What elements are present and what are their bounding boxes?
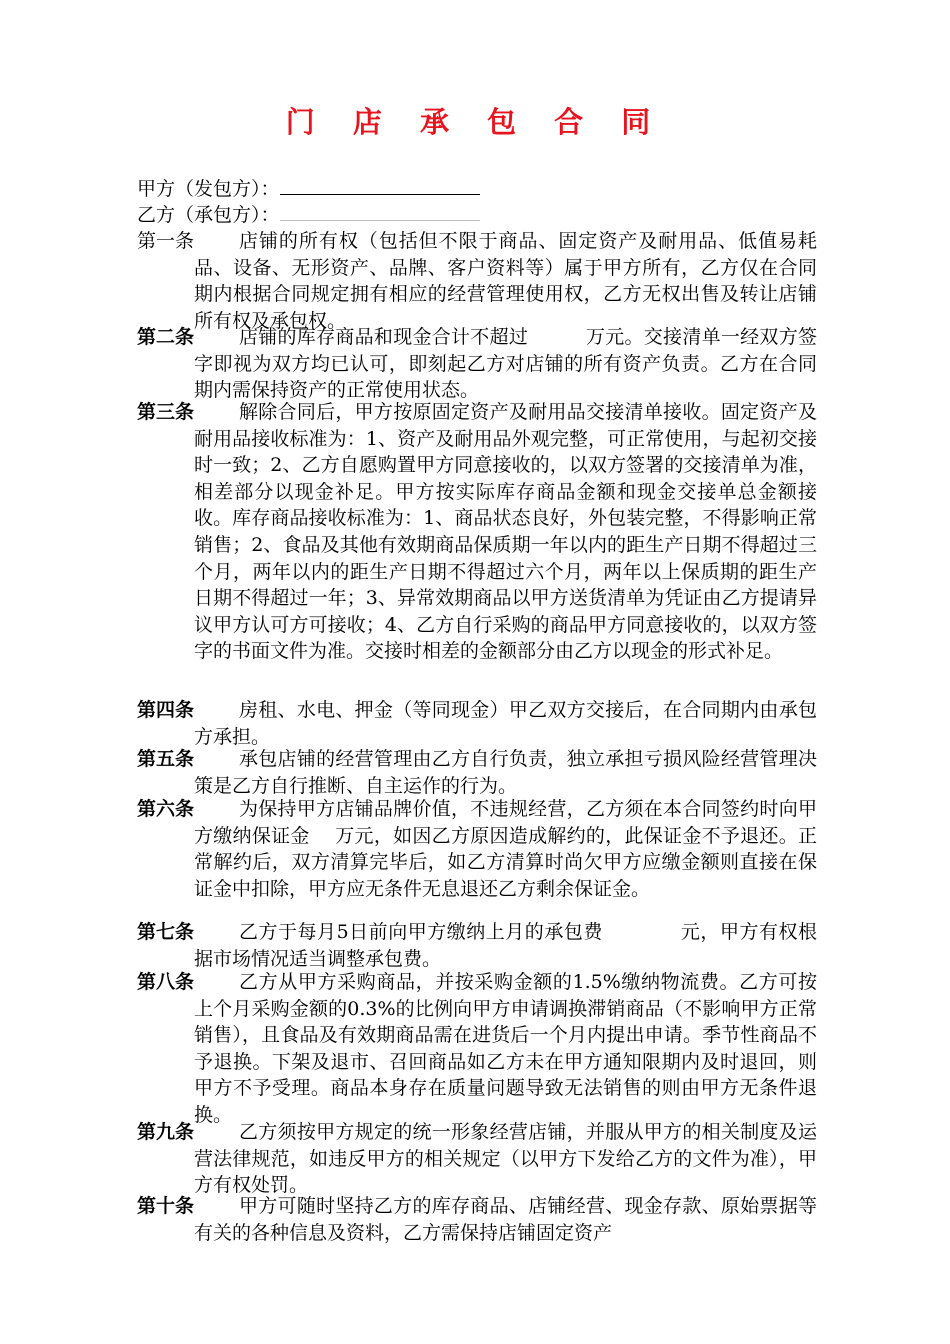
- article-text: 乙方于每月5日前向甲方缴纳上月的承包费 元，甲方有权根据市场情况适当调整承包费。: [194, 921, 817, 970]
- party-b-row: [137, 202, 480, 228]
- article-text: 店铺的库存商品和现金合计不超过 万元。交接清单一经双方签字即视为双方均已认可，即刻起乙方对店铺的所有资产负责。乙方在合同期内需保持资产的正常使用状态。: [194, 326, 817, 402]
- article-text: 承包店铺的经营管理由乙方自行负责，独立承担亏损风险经营管理决策是乙方自行推断、自主运作的行为。: [194, 748, 817, 797]
- article-label: 第二条: [137, 326, 195, 348]
- article-label: 第三条: [137, 401, 195, 423]
- article-label: 第十条: [137, 1195, 195, 1217]
- article-label: 第九条: [137, 1121, 195, 1143]
- article-text: 乙方从甲方采购商品，并按采购金额的1.5%缴纳物流费。乙方可按上个月采购金额的0.3%的比例向甲方申请调换滞销商品（不影响甲方正常销售），且食品及有效期商品需在进货后一个月内提出申请。季节性商品不予退换。下架及退市、召回商品如乙方未在甲方通知限期内及时退回，则甲方不予受理。商品本身存在质量问题导致无法销售的则由甲方无条件退换。: [194, 971, 817, 1126]
- article-10: [137, 1193, 817, 1246]
- article-7: [137, 919, 817, 972]
- article-label: 第五条: [137, 748, 195, 770]
- article-label: 第一条: [137, 230, 195, 252]
- article-text: 甲方可随时坚持乙方的库存商品、店铺经营、现金存款、原始票据等有关的各种信息及资料，乙方需保持店铺固定资产: [194, 1195, 817, 1244]
- article-6: [137, 796, 817, 902]
- article-label: 第七条: [137, 921, 195, 943]
- article-1: [137, 228, 817, 334]
- article-text: 解除合同后，甲方按原固定资产及耐用品交接清单接收。固定资产及耐用品接收标准为：1、资产及耐用品外观完整，可正常使用，与起初交接时一致；2、乙方自愿购置甲方同意接收的，以双方签署的交接清单为准，相差部分以现金补足。甲方按实际库存商品金额和现金交接单总金额接收。库存商品接收标准为：1、商品状态良好，外包装完整，不得影响正常销售；2、食品及其他有效期商品保质期一年以内的距生产日期不得超过三个月，两年以内的距生产日期不得超过六个月，两年以上保质期的距生产日期不得超过一年；3、异常效期商品以甲方送货清单为凭证由乙方提请异议甲方认可方可接收；4、乙方自行采购的商品甲方同意接收的，以双方签字的书面文件为准。交接时相差的金额部分由乙方以现金的形式补足。: [194, 401, 817, 663]
- document-title: 门 店 承 包 合 同: [285, 105, 665, 139]
- article-text: 为保持甲方店铺品牌价值，不违规经营，乙方须在本合同签约时向甲方缴纳保证金 万元，如因乙方原因造成解约的，此保证金不予退还。正常解约后，双方清算完毕后，如乙方清算时尚欠甲方应缴金额则直接在保证金中扣除，甲方应无条件无息退还乙方剩余保证金。: [194, 798, 817, 900]
- party-a-row: [137, 176, 480, 202]
- party-b-blank-line: [280, 202, 480, 221]
- article-3: [137, 399, 817, 665]
- article-label: 第四条: [137, 699, 195, 721]
- article-text: 房租、水电、押金（等同现金）甲乙双方交接后，在合同期内由承包方承担。: [194, 699, 817, 748]
- article-4: [137, 697, 817, 750]
- party-a-label: 甲方（发包方）：: [137, 178, 280, 200]
- article-8: [137, 969, 817, 1129]
- article-9: [137, 1119, 817, 1199]
- article-5: [137, 746, 817, 799]
- party-a-blank-line: [280, 176, 480, 195]
- party-b-label: 乙方（承包方）：: [137, 204, 280, 226]
- article-label: 第八条: [137, 971, 195, 993]
- article-text: 乙方须按甲方规定的统一形象经营店铺，并服从甲方的相关制度及运营法律规范，如违反甲方的相关规定（以甲方下发给乙方的文件为准），甲方有权处罚。: [194, 1121, 817, 1197]
- article-label: 第六条: [137, 798, 195, 820]
- article-text: 店铺的所有权（包括但不限于商品、固定资产及耐用品、低值易耗品、设备、无形资产、品牌、客户资料等）属于甲方所有，乙方仅在合同期内根据合同规定拥有相应的经营管理使用权，乙方无权出售及转让店铺所有权及承包权。: [194, 230, 817, 332]
- article-2: [137, 324, 817, 404]
